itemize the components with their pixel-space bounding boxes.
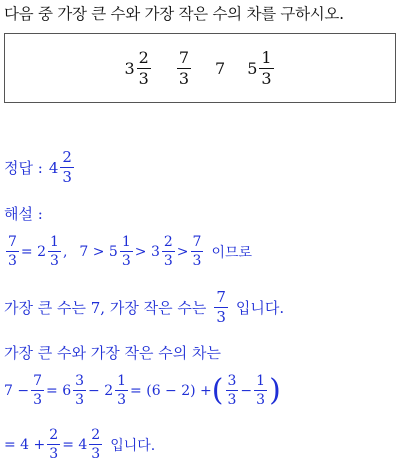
question-text: 다음 중 가장 큰 수와 가장 작은 수의 차를 구하시오. — [4, 5, 344, 23]
denominator: 3 — [33, 392, 43, 408]
big-paren-close: ) — [269, 372, 281, 408]
fraction — [120, 235, 133, 268]
explanation-line-2 — [4, 290, 284, 325]
denominator: 3 — [178, 68, 189, 88]
explanation-line-1 — [4, 235, 252, 268]
fraction — [115, 374, 128, 407]
math-text: > 3 — [134, 243, 160, 260]
denominator: 3 — [117, 392, 127, 408]
numerator: 2 — [49, 427, 59, 443]
numerator: 7 — [178, 47, 189, 67]
fraction — [226, 374, 239, 407]
answer-fraction — [60, 150, 74, 185]
denominator: 3 — [192, 253, 202, 269]
choice-fraction — [177, 47, 191, 88]
fraction — [214, 290, 228, 325]
math-text: 입니다. — [110, 437, 156, 454]
math-text: = 4 — [62, 436, 88, 453]
choice-whole: 5 — [247, 58, 258, 78]
choice-item — [215, 59, 225, 78]
math-text: 7 > 5 — [79, 243, 118, 260]
choice-whole: 7 — [215, 58, 226, 78]
math-text: 이므로 — [211, 244, 253, 261]
explanation-line-3: 가장 큰 수와 가장 작은 수의 차는 — [4, 344, 221, 362]
denominator: 3 — [62, 168, 72, 186]
numerator: 2 — [91, 427, 101, 443]
numerator: 1 — [117, 373, 127, 389]
fraction — [48, 235, 61, 268]
big-paren-open: ( — [211, 372, 224, 408]
denominator: 3 — [8, 253, 17, 269]
explanation-text: 가장 큰 수는 7, 가장 작은 수는 — [4, 299, 207, 317]
explanation-label: 해설 : — [4, 205, 43, 223]
numerator: 7 — [33, 373, 43, 389]
choice-item — [247, 47, 275, 88]
answer-line — [4, 150, 76, 185]
numerator: 7 — [8, 234, 17, 250]
denominator: 3 — [91, 446, 101, 462]
math-text: , — [62, 243, 68, 260]
denominator: 3 — [261, 68, 272, 88]
numerator: 2 — [62, 148, 72, 166]
choice-fraction — [137, 47, 151, 88]
denominator: 3 — [216, 308, 226, 326]
numerator: 3 — [227, 373, 237, 389]
fraction — [162, 235, 175, 268]
answer-label: 정답 : — [4, 159, 43, 177]
fraction — [89, 428, 102, 461]
fraction — [73, 374, 86, 407]
fraction — [254, 374, 267, 407]
denominator: 3 — [121, 253, 131, 269]
numerator: 1 — [50, 234, 59, 250]
numerator: 3 — [75, 373, 85, 389]
choice-item — [175, 47, 193, 88]
numerator: 2 — [138, 47, 149, 67]
math-text: = (6 − 2) + — [130, 382, 212, 399]
fraction — [6, 235, 19, 268]
denominator: 3 — [163, 253, 173, 269]
numerator: 7 — [216, 288, 226, 306]
math-text: 7 − — [4, 382, 30, 399]
math-text: > — [176, 243, 189, 260]
math-text: − — [240, 382, 253, 399]
denominator: 3 — [227, 392, 237, 408]
denominator: 3 — [50, 253, 59, 269]
numerator: 7 — [192, 234, 202, 250]
explanation-text: 입니다. — [235, 299, 285, 317]
choice-item — [124, 47, 152, 88]
numerator: 1 — [261, 47, 272, 67]
denominator: 3 — [49, 446, 59, 462]
math-text: − 2 — [88, 382, 114, 399]
numerator: 1 — [256, 373, 266, 389]
numerator: 2 — [163, 234, 173, 250]
math-text: = 2 — [20, 243, 47, 260]
fraction — [191, 235, 204, 268]
explanation-line-4 — [4, 374, 281, 407]
numerator: 1 — [121, 234, 131, 250]
explanation-line-5 — [4, 428, 155, 461]
denominator: 3 — [138, 68, 149, 88]
choices-list — [113, 47, 286, 88]
denominator: 3 — [256, 392, 266, 408]
denominator: 3 — [75, 392, 85, 408]
choice-whole: 3 — [124, 58, 135, 78]
fraction — [47, 428, 60, 461]
fraction — [31, 374, 44, 407]
choices-box — [4, 33, 396, 103]
math-text: = 4 + — [4, 436, 46, 453]
choice-fraction — [259, 47, 273, 88]
answer-whole: 4 — [48, 158, 59, 177]
math-text: = 6 — [46, 382, 72, 399]
